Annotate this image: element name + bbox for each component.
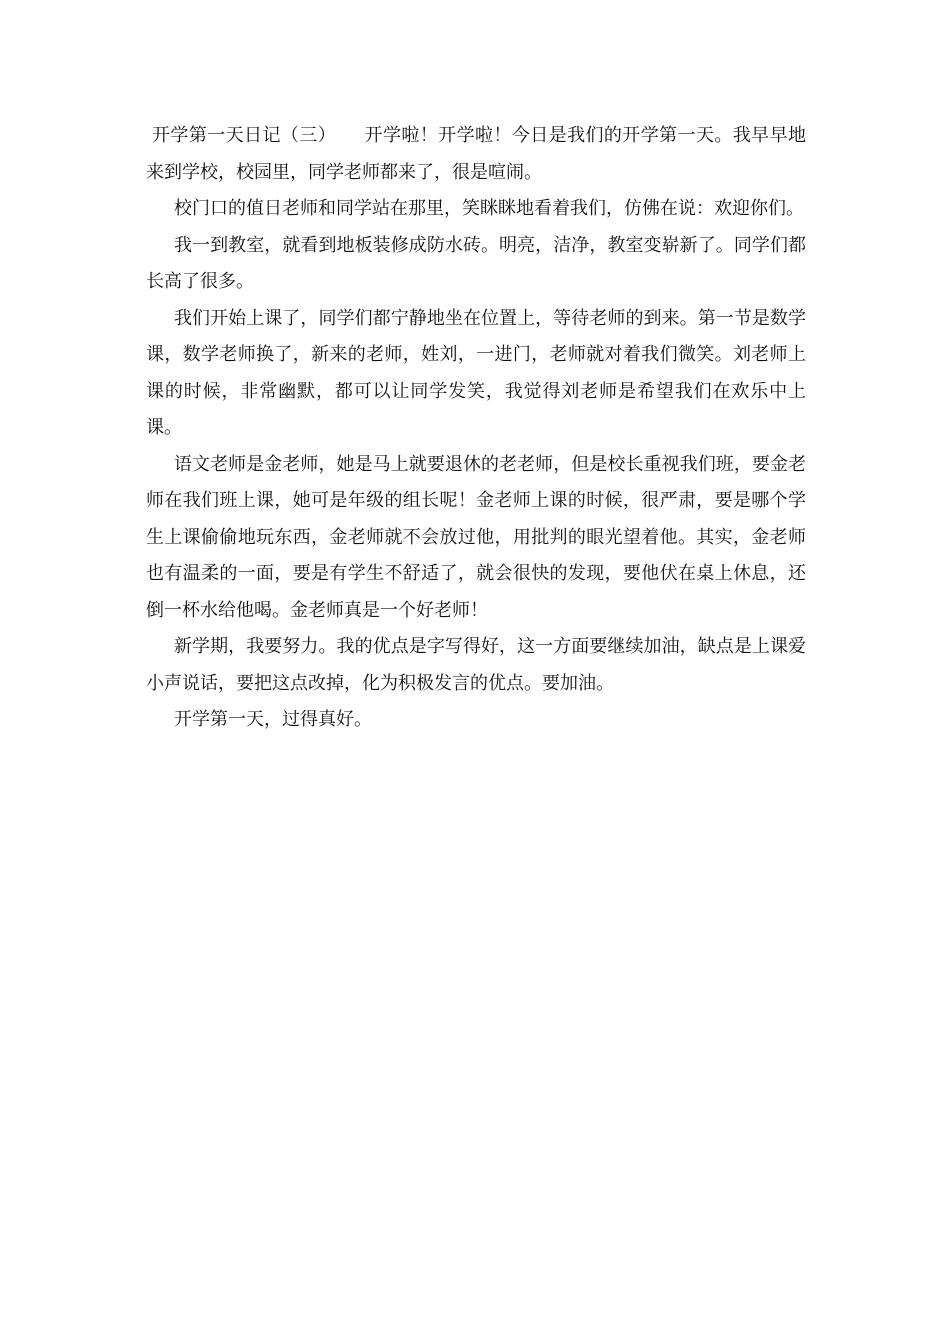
intro-paragraph [146, 118, 806, 191]
document-body [146, 118, 806, 739]
paragraph: 校门口的值日老师和同学站在那里，笑眯眯地看着我们，仿佛在说：欢迎你们。 [174, 198, 804, 219]
paragraph: 新学期，我要努力。我的优点是字写得好，这一方面要继续加油，缺点是上课爱小声说话，要把这点改掉，化为积极发言的优点。要加油。 [146, 636, 806, 694]
paragraph: 开学第一天，过得真好。 [174, 709, 372, 730]
paragraph: 语文老师是金老师，她是马上就要退休的老老师，但是校长重视我们班，要金老师在我们班上课，她可是年级的组长呢！金老师上课的时候，很严肃，要是哪个学生上课偷偷地玩东西，金老师就不会放过他，用批判的眼光望着他。其实，金老师也有温柔的一面，要是有学生不舒适了，就会很快的发现，要他伏在桌上休息，还倒一杯水给他喝。金老师真是一个好老师！ [146, 453, 806, 621]
paragraph-text: 开学啦！开学啦！今日是我们的开学第一天。我早早地来到学校，校园里，同学老师都来了，很是喧闹。 [146, 125, 807, 183]
paragraph: 我们开始上课了，同学们都宁静地坐在位置上，等待老师的到来。第一节是数学课，数学老师换了，新来的老师，姓刘，一进门，老师就对着我们微笑。刘老师上课的时候，非常幽默，都可以让同学发笑，我觉得刘老师是希望我们在欢乐中上课。 [146, 307, 806, 438]
document-title: 开学第一天日记（三） [152, 125, 337, 146]
paragraph: 我一到教室，就看到地板装修成防水砖。明亮，洁净，教室变崭新了。同学们都长高了很多。 [146, 234, 806, 292]
